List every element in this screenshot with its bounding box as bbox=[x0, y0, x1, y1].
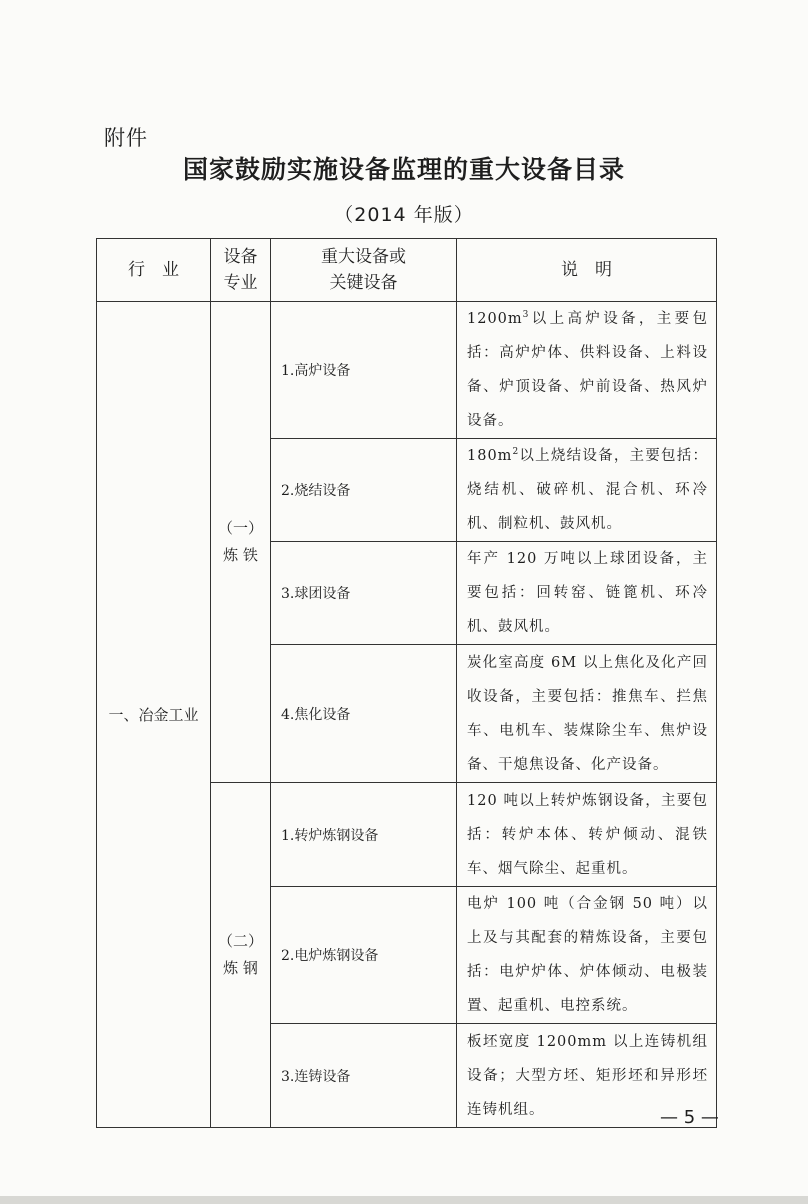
scan-bottom-edge bbox=[0, 1196, 808, 1204]
description-text: 180m bbox=[467, 448, 513, 464]
description-text: 1200m bbox=[467, 311, 523, 327]
industry-cell: 一、冶金工业 bbox=[97, 302, 211, 1128]
equipment-cell: 1.高炉设备 bbox=[271, 302, 457, 439]
header-equipment-line1: 重大设备或 bbox=[321, 247, 406, 267]
description-cell: 120 吨以上转炉炼钢设备，主要包括：转炉本体、转炉倾动、混铁车、烟气除尘、起重机。 bbox=[457, 783, 717, 887]
description-text: 以上高炉设备，主要包括：高炉炉体、供料设备、上料设备、炉顶设备、炉前设备、热风炉设备。 bbox=[467, 311, 708, 429]
equipment-cell: 3.连铸设备 bbox=[271, 1024, 457, 1128]
equipment-cell: 4.焦化设备 bbox=[271, 645, 457, 783]
description-text: 以上烧结设备，主要包括：烧结机、破碎机、混合机、环冷机、制粒机、鼓风机。 bbox=[467, 448, 708, 532]
header-description: 说 明 bbox=[457, 239, 717, 302]
header-category-line2: 专业 bbox=[223, 273, 258, 293]
category-name: 炼 铁 bbox=[223, 546, 258, 564]
category-cell-steelmaking bbox=[211, 783, 271, 1128]
description-cell bbox=[457, 302, 717, 439]
description-cell bbox=[457, 439, 717, 542]
document-title: 国家鼓励实施设备监理的重大设备目录 bbox=[182, 155, 625, 184]
equipment-cell: 2.电炉炼钢设备 bbox=[271, 887, 457, 1024]
header-equipment bbox=[271, 239, 457, 302]
attachment-label: 附件 bbox=[104, 126, 148, 150]
description-cell: 年产 120 万吨以上球团设备，主要包括：回转窑、链篦机、环冷机、鼓风机。 bbox=[457, 542, 717, 645]
description-cell: 板坯宽度 1200mm 以上连铸机组设备；大型方坯、矩形坯和异形坯连铸机组。 bbox=[457, 1024, 717, 1128]
header-category bbox=[211, 239, 271, 302]
equipment-cell: 2.烧结设备 bbox=[271, 439, 457, 542]
category-number: （二） bbox=[217, 932, 263, 950]
equipment-cell: 1.转炉炼钢设备 bbox=[271, 783, 457, 887]
table-row bbox=[97, 302, 717, 439]
category-number: （一） bbox=[217, 519, 263, 537]
equipment-table bbox=[96, 238, 717, 1128]
category-name: 炼 钢 bbox=[223, 959, 258, 977]
superscript-exponent: 3 bbox=[522, 310, 530, 321]
page-number: — 5 — bbox=[660, 1107, 719, 1128]
category-cell-ironmaking bbox=[211, 302, 271, 783]
description-cell: 电炉 100 吨（合金钢 50 吨）以上及与其配套的精炼设备，主要包括：电炉炉体、炉体倾动、电极装置、起重机、电控系统。 bbox=[457, 887, 717, 1024]
description-cell: 炭化室高度 6M 以上焦化及化产回收设备，主要包括：推焦车、拦焦车、电机车、装煤除尘车、焦炉设备、干熄焦设备、化产设备。 bbox=[457, 645, 717, 783]
header-industry: 行 业 bbox=[97, 239, 211, 302]
header-category-line1: 设备 bbox=[223, 247, 258, 267]
edition-label: （2014 年版） bbox=[334, 204, 474, 226]
equipment-cell: 3.球团设备 bbox=[271, 542, 457, 645]
superscript-exponent: 2 bbox=[512, 447, 520, 458]
table-header-row bbox=[97, 239, 717, 302]
header-equipment-line2: 关键设备 bbox=[329, 273, 398, 293]
